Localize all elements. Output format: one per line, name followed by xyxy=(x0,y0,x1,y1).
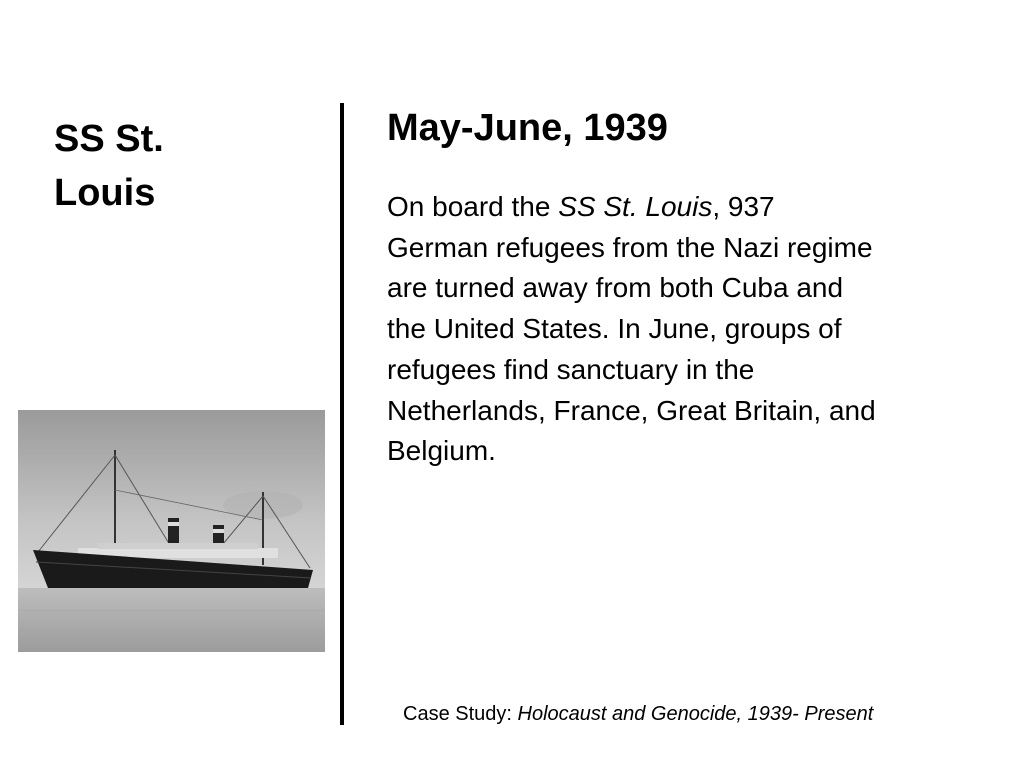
side-title-line-1: SS St. xyxy=(54,118,164,160)
body-line-5: refugees find sanctuary in the xyxy=(387,353,755,385)
body-line-2: German refugees from the Nazi regime xyxy=(387,231,873,263)
footer-source: Holocaust and Genocide, 1939- Present xyxy=(517,703,874,725)
body-line-6: Netherlands, France, Great Britain, and xyxy=(387,394,876,426)
footer-label: Case Study: xyxy=(403,703,518,725)
body-line-7: Belgium. xyxy=(387,435,496,467)
slide-footer xyxy=(403,700,873,728)
ship-photo xyxy=(18,410,325,652)
body-line-4: the United States. In June, groups of xyxy=(387,313,842,345)
side-title-line-2: Louis xyxy=(54,172,156,214)
slide-heading: May-June, 1939 xyxy=(387,107,668,149)
body-line-1-post: , 937 xyxy=(712,191,775,222)
body-line-3: are turned away from both Cuba and xyxy=(387,272,844,304)
body-line-1 xyxy=(387,187,997,228)
vertical-divider xyxy=(340,103,344,725)
ship-name: SS St. Louis xyxy=(558,191,713,222)
slide-side-title xyxy=(54,112,314,220)
body-line-1-pre: On board the xyxy=(387,191,559,222)
slide-body-text xyxy=(387,187,997,472)
